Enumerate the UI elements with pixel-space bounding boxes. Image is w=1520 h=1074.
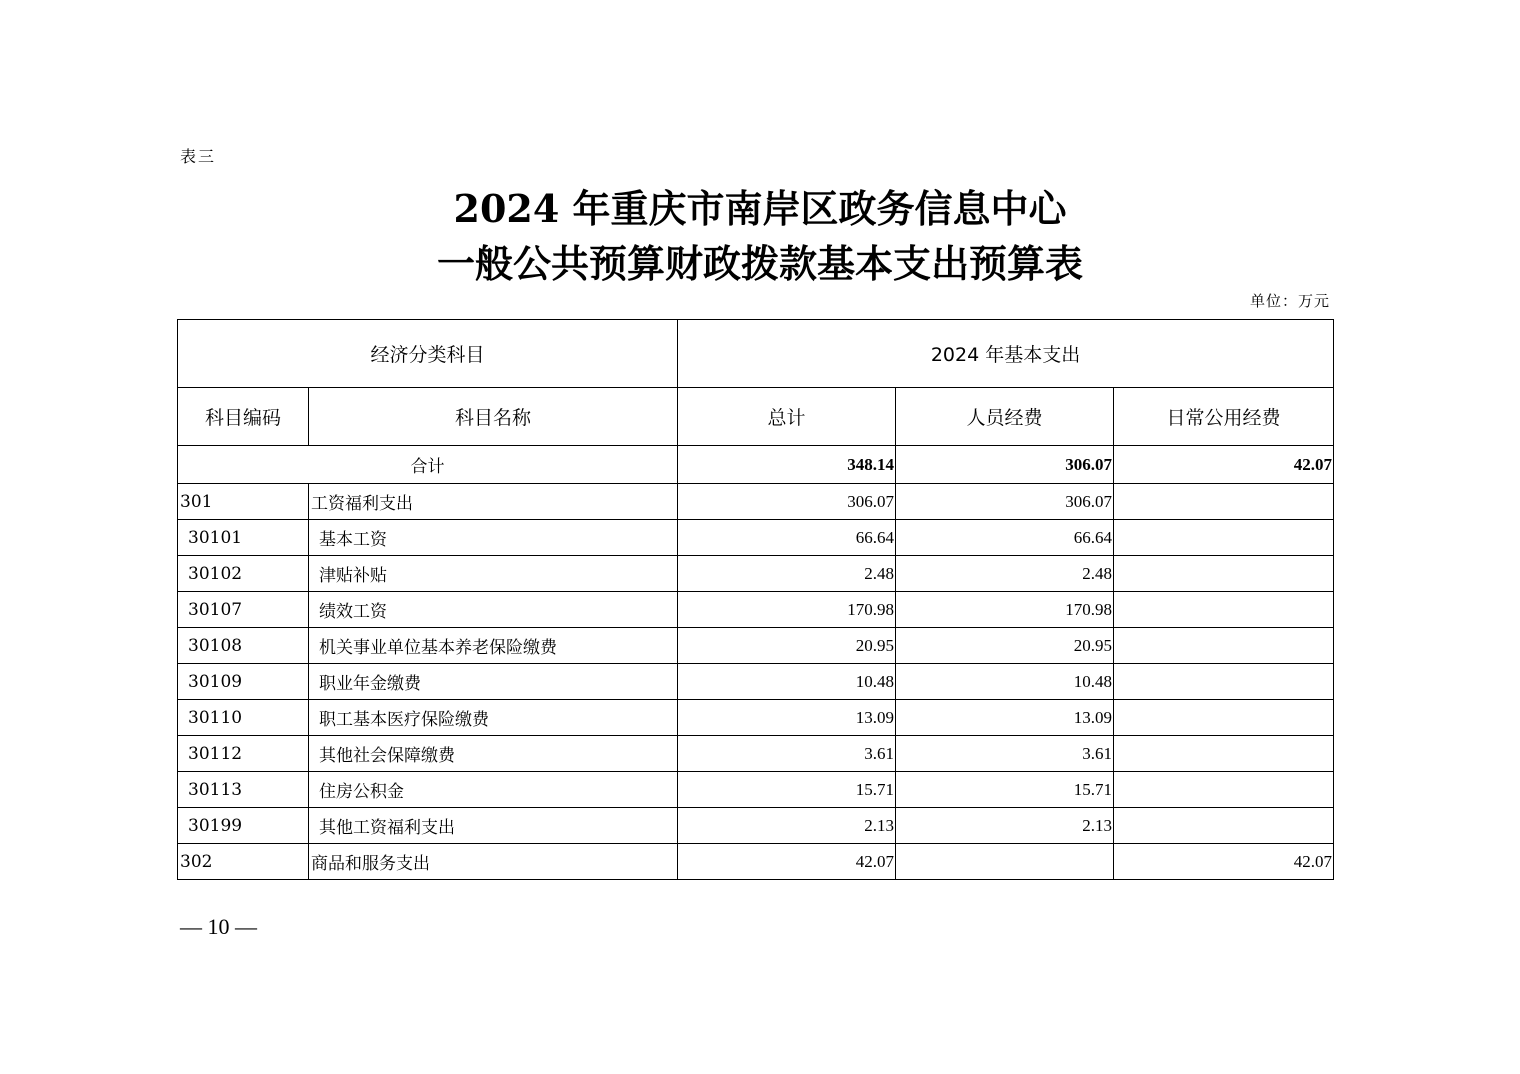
cell-total: 2.13 (678, 808, 896, 844)
cell-public (1114, 520, 1334, 556)
cell-name: 职业年金缴费 (309, 664, 678, 700)
total-total: 348.14 (678, 446, 896, 484)
cell-code: 30113 (178, 772, 309, 808)
table-row (178, 736, 1334, 772)
cell-total: 306.07 (678, 484, 896, 520)
cell-public (1114, 628, 1334, 664)
cell-code: 30199 (178, 808, 309, 844)
cell-name: 津贴补贴 (309, 556, 678, 592)
cell-total: 15.71 (678, 772, 896, 808)
header-row-2 (178, 388, 1334, 446)
budget-table (177, 319, 1334, 880)
table-row (178, 556, 1334, 592)
cell-personnel: 2.13 (896, 808, 1114, 844)
cell-total: 42.07 (678, 844, 896, 880)
cell-public: 42.07 (1114, 844, 1334, 880)
cell-name: 住房公积金 (309, 772, 678, 808)
title-line-2: 一般公共预算财政拨款基本支出预算表 (436, 241, 1083, 286)
cell-name: 绩效工资 (309, 592, 678, 628)
table-row (178, 592, 1334, 628)
header-code: 科目编码 (178, 388, 309, 446)
cell-total: 13.09 (678, 700, 896, 736)
cell-total: 66.64 (678, 520, 896, 556)
header-name: 科目名称 (309, 388, 678, 446)
title-line-1: 2024 年重庆市南岸区政务信息中心 (453, 186, 1067, 231)
cell-personnel: 15.71 (896, 772, 1114, 808)
cell-name: 其他工资福利支出 (309, 808, 678, 844)
header-basic-expense: 2024 年基本支出 (678, 320, 1334, 388)
cell-public (1114, 736, 1334, 772)
cell-total: 170.98 (678, 592, 896, 628)
cell-personnel: 306.07 (896, 484, 1114, 520)
cell-personnel: 2.48 (896, 556, 1114, 592)
cell-public (1114, 556, 1334, 592)
cell-personnel: 20.95 (896, 628, 1114, 664)
table-row (178, 808, 1334, 844)
table-row (178, 844, 1334, 880)
table-row (178, 628, 1334, 664)
total-personnel: 306.07 (896, 446, 1114, 484)
total-row (178, 446, 1334, 484)
table-label: 表三 (180, 147, 217, 166)
cell-personnel: 13.09 (896, 700, 1114, 736)
cell-public (1114, 808, 1334, 844)
page-number: — 10 — (180, 914, 257, 939)
cell-name: 职工基本医疗保险缴费 (309, 700, 678, 736)
cell-code: 30101 (178, 520, 309, 556)
header-total: 总计 (678, 388, 896, 446)
cell-personnel: 66.64 (896, 520, 1114, 556)
cell-total: 20.95 (678, 628, 896, 664)
cell-public (1114, 664, 1334, 700)
cell-name: 工资福利支出 (309, 484, 678, 520)
total-label: 合计 (178, 446, 678, 484)
cell-name: 基本工资 (309, 520, 678, 556)
cell-code: 302 (178, 844, 309, 880)
cell-public (1114, 484, 1334, 520)
cell-code: 30108 (178, 628, 309, 664)
cell-public (1114, 772, 1334, 808)
cell-personnel (896, 844, 1114, 880)
cell-personnel: 10.48 (896, 664, 1114, 700)
cell-total: 3.61 (678, 736, 896, 772)
table-row (178, 520, 1334, 556)
table-row (178, 772, 1334, 808)
cell-personnel: 3.61 (896, 736, 1114, 772)
header-econ-category: 经济分类科目 (178, 320, 678, 388)
cell-personnel: 170.98 (896, 592, 1114, 628)
table-row (178, 484, 1334, 520)
table-row (178, 700, 1334, 736)
header-personnel: 人员经费 (896, 388, 1114, 446)
cell-code: 30112 (178, 736, 309, 772)
cell-code: 30110 (178, 700, 309, 736)
header-row-1 (178, 320, 1334, 388)
cell-public (1114, 700, 1334, 736)
cell-code: 30107 (178, 592, 309, 628)
cell-name: 商品和服务支出 (309, 844, 678, 880)
cell-code: 30109 (178, 664, 309, 700)
cell-name: 机关事业单位基本养老保险缴费 (309, 628, 678, 664)
table-row (178, 664, 1334, 700)
total-public: 42.07 (1114, 446, 1334, 484)
cell-total: 10.48 (678, 664, 896, 700)
cell-public (1114, 592, 1334, 628)
cell-code: 30102 (178, 556, 309, 592)
unit-label: 单位：万元 (1249, 292, 1330, 310)
cell-name: 其他社会保障缴费 (309, 736, 678, 772)
cell-total: 2.48 (678, 556, 896, 592)
cell-code: 301 (178, 484, 309, 520)
header-public: 日常公用经费 (1114, 388, 1334, 446)
